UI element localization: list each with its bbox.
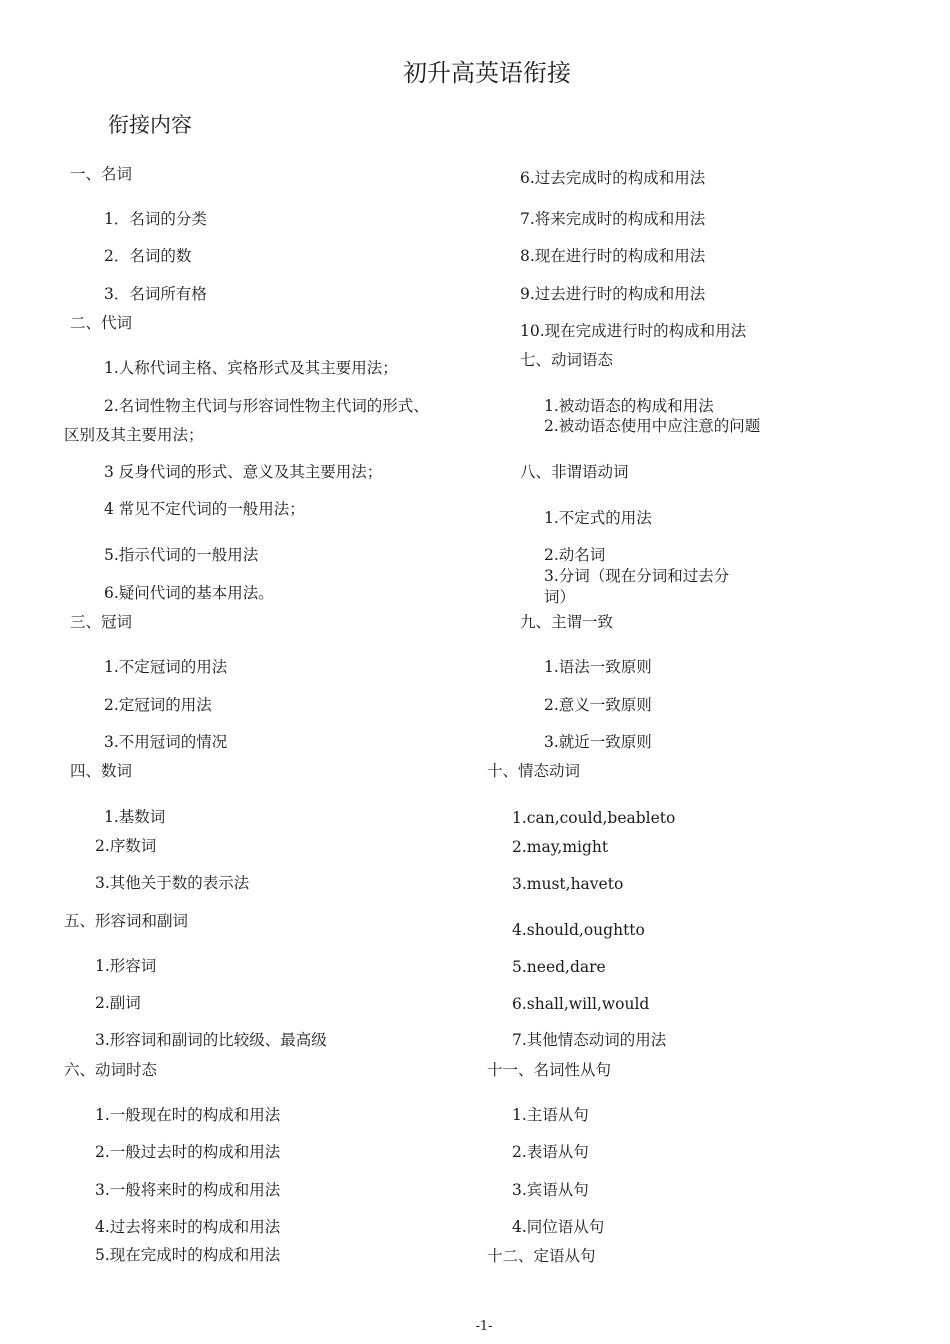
list-item: 3．名词所有格 <box>104 285 207 303</box>
list-item: 1.形容词 <box>95 957 157 975</box>
section-heading-adjectives-adverbs: 五、形容词和副词 <box>64 912 189 930</box>
section-heading-nouns: 一、名词 <box>70 165 133 183</box>
list-item: 2.表语从句 <box>512 1143 589 1161</box>
list-item: 3.分词（现在分词和过去分词） <box>544 567 730 606</box>
list-item: 3.一般将来时的构成和用法 <box>95 1181 281 1199</box>
list-item: 1.不定式的用法 <box>544 509 652 527</box>
list-item: 2.副词 <box>95 994 141 1012</box>
page-title: 初升高英语衔接 <box>403 59 571 87</box>
list-item: 6.过去完成时的构成和用法 <box>520 169 706 187</box>
list-item: 1．名词的分类 <box>104 210 207 228</box>
list-item: 区别及其主要用法； <box>64 426 204 444</box>
section-heading-nonfinite-verbs: 八、非谓语动词 <box>520 463 629 481</box>
list-item: 4 常见不定代词的一般用法； <box>104 500 305 518</box>
page-number: -1- <box>475 1319 493 1334</box>
list-item: 8.现在进行时的构成和用法 <box>520 247 706 265</box>
section-heading-modal-verbs: 十、情态动词 <box>487 762 581 780</box>
list-item: 1.基数词 <box>104 808 166 826</box>
list-item: 4.过去将来时的构成和用法 <box>95 1218 281 1236</box>
list-item: 2.动名词 <box>544 546 606 564</box>
list-item: 4.同位语从句 <box>512 1218 605 1236</box>
list-item: 2.序数词 <box>95 837 157 855</box>
list-item: 1.被动语态的构成和用法 <box>544 397 714 415</box>
list-item: 2.定冠词的用法 <box>104 696 212 714</box>
list-item: 3.就近一致原则 <box>544 733 652 751</box>
list-item: 2.意义一致原则 <box>544 696 652 714</box>
list-item: 3.不用冠词的情况 <box>104 733 228 751</box>
list-item: 1.一般现在时的构成和用法 <box>95 1106 281 1124</box>
list-item: 7.将来完成时的构成和用法 <box>520 210 706 228</box>
section-heading-numerals: 四、数词 <box>70 762 133 780</box>
list-item: 6.疑问代词的基本用法。 <box>104 584 274 602</box>
list-item: 1.人称代词主格、宾格形式及其主要用法； <box>104 359 398 377</box>
list-item: 4.should,oughtto <box>512 921 645 939</box>
list-item: 2.名词性物主代词与形容词性物主代词的形式、 <box>104 397 429 415</box>
list-item: 1.主语从句 <box>512 1106 589 1124</box>
list-item: 3.宾语从句 <box>512 1181 589 1199</box>
section-heading-agreement: 九、主谓一致 <box>520 613 614 631</box>
list-item: 3.其他关于数的表示法 <box>95 874 250 892</box>
section-heading-voice: 七、动词语态 <box>520 351 614 369</box>
section-heading-tenses: 六、动词时态 <box>64 1061 158 1079</box>
section-heading-attributive-clauses: 十二、定语从句 <box>487 1247 596 1265</box>
list-item: 10.现在完成进行时的构成和用法 <box>520 322 747 340</box>
list-item: 5.现在完成时的构成和用法 <box>95 1246 281 1264</box>
list-item: 9.过去进行时的构成和用法 <box>520 285 706 303</box>
list-item: 3 反身代词的形式、意义及其主要用法； <box>104 463 383 481</box>
list-item: 1.语法一致原则 <box>544 658 652 676</box>
list-item: 2.may,might <box>512 838 609 856</box>
list-item: 1.can,could,beableto <box>512 809 676 827</box>
list-item: 2．名词的数 <box>104 247 192 265</box>
section-heading-pronouns: 二、代词 <box>70 314 133 332</box>
list-item: 2.被动语态使用中应注意的问题 <box>544 417 761 435</box>
list-item: 5.指示代词的一般用法 <box>104 546 259 564</box>
page-subtitle: 衔接内容 <box>108 113 192 137</box>
section-heading-articles: 三、冠词 <box>70 613 133 631</box>
list-item: 7.其他情态动词的用法 <box>512 1031 667 1049</box>
list-item: 3.形容词和副词的比较级、最高级 <box>95 1031 327 1049</box>
list-item: 3.must,haveto <box>512 875 624 893</box>
list-item: 5.need,dare <box>512 958 606 976</box>
list-item: 2.一般过去时的构成和用法 <box>95 1143 281 1161</box>
section-heading-noun-clauses: 十一、名词性从句 <box>487 1061 612 1079</box>
list-item: 1.不定冠词的用法 <box>104 658 228 676</box>
list-item: 6.shall,will,would <box>512 995 650 1013</box>
